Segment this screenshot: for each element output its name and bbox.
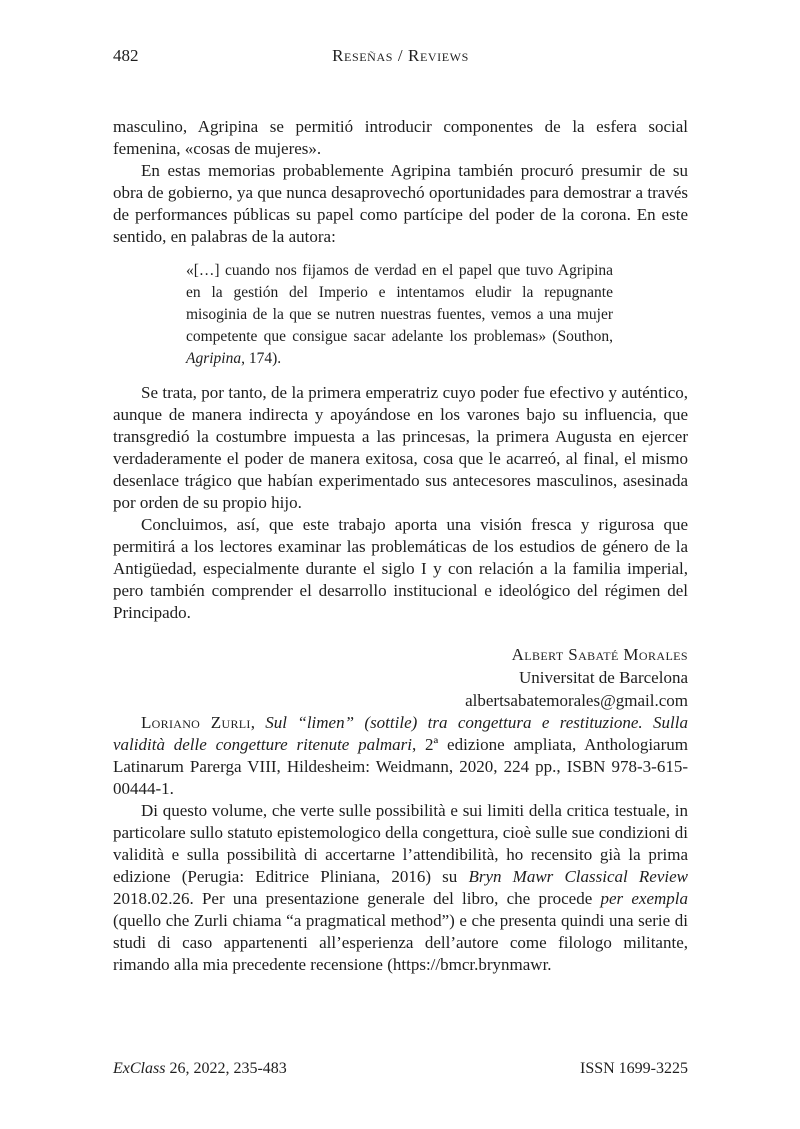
reviewer-name: Albert Sabaté Morales	[511, 645, 688, 664]
paragraph-continuation: masculino, Agripina se permitió introducir componentes de la esfera social femenina, «cosas de mujeres».	[113, 117, 688, 158]
issn: ISSN 1699-3225	[579, 1060, 688, 1077]
reviewer-email: albertsabatemorales@gmail.com	[465, 691, 688, 710]
page-content	[113, 116, 688, 976]
signature-block	[113, 643, 688, 712]
block-quote: «[…] cuando nos fijamos de verdad en el papel que tuvo Agripina en la gestión del Imperio e intentamos eludir la repugnante misoginia de la que se nutren nuestras fuentes, vemos a una mujer competente que consigue sacar adelante los problemas» (Southon, Agripina, 174).	[186, 262, 613, 367]
page-number: 482	[113, 46, 139, 65]
reviewer-affiliation: Universitat de Barcelona	[519, 668, 688, 687]
running-head-title: Reseñas / Reviews	[332, 46, 469, 65]
review-citation-heading: Loriano Zurli, Sul “limen” (sottile) tra congettura e restituzione. Sulla validità delle congetture ritenute palmari, 2ª edizione ampliata, Anthologiarum Latinarum Parerga VIII, Hildesheim: Weidmann, 2020, 224 pp., ISBN 978-3-615-00444-1.	[113, 713, 688, 798]
paragraph: Se trata, por tanto, de la primera emperatriz cuyo poder fue efectivo y auténtico, aunque de manera indirecta y apoyándose en los varones bajo su influencia, que transgredió la costumbre impuesta a las princesas, la primera Augusta en ejercer verdaderamente el poder de manera exitosa, cosa que le acarreó, al final, el mismo desenlace trágico que habían experimentado sus antecesores masculinos, asesinada por orden de su propio hijo.	[113, 383, 688, 512]
paragraph: Di questo volume, che verte sulle possibilità e sui limiti della critica testuale, in particolare sullo statuto epistemologico della congettura, cioè sulle sue condizioni di validità e sulla possibilità di accertarne l’attendibilità, ho recensito già la prima edizione (Perugia: Editrice Pliniana, 2016) su Bryn Mawr Classical Review 2018.02.26. Per una presentazione generale del libro, che procede per exempla (quello che Zurli chiama “a pragmatical method”) e che presenta quindi una serie di studi di caso appartenenti all’esperienza dell’autore come filologo militante, rimando alla mia precedente recensione (https://bmcr.brynmawr.	[113, 801, 689, 974]
page-header	[113, 46, 688, 68]
journal-citation: ExClass 26, 2022, 235-483	[113, 1060, 287, 1077]
paragraph: Concluimos, así, que este trabajo aporta una visión fresca y rigurosa que permitirá a los lectores examinar las problemáticas de los estudios de género de la Antigüedad, especialmente durante el siglo I y con relación a la familia imperial, pero también comprender el desarrollo institucional e ideológico del régimen del Principado.	[113, 515, 688, 622]
paragraph: En estas memorias probablemente Agripina también procuró presumir de su obra de gobierno, ya que nunca desaprovechó oportunidades para demostrar a través de performances públicas su papel como partícipe del poder de la corona. En este sentido, en palabras de la autora:	[113, 161, 688, 246]
page-footer	[113, 1059, 688, 1079]
